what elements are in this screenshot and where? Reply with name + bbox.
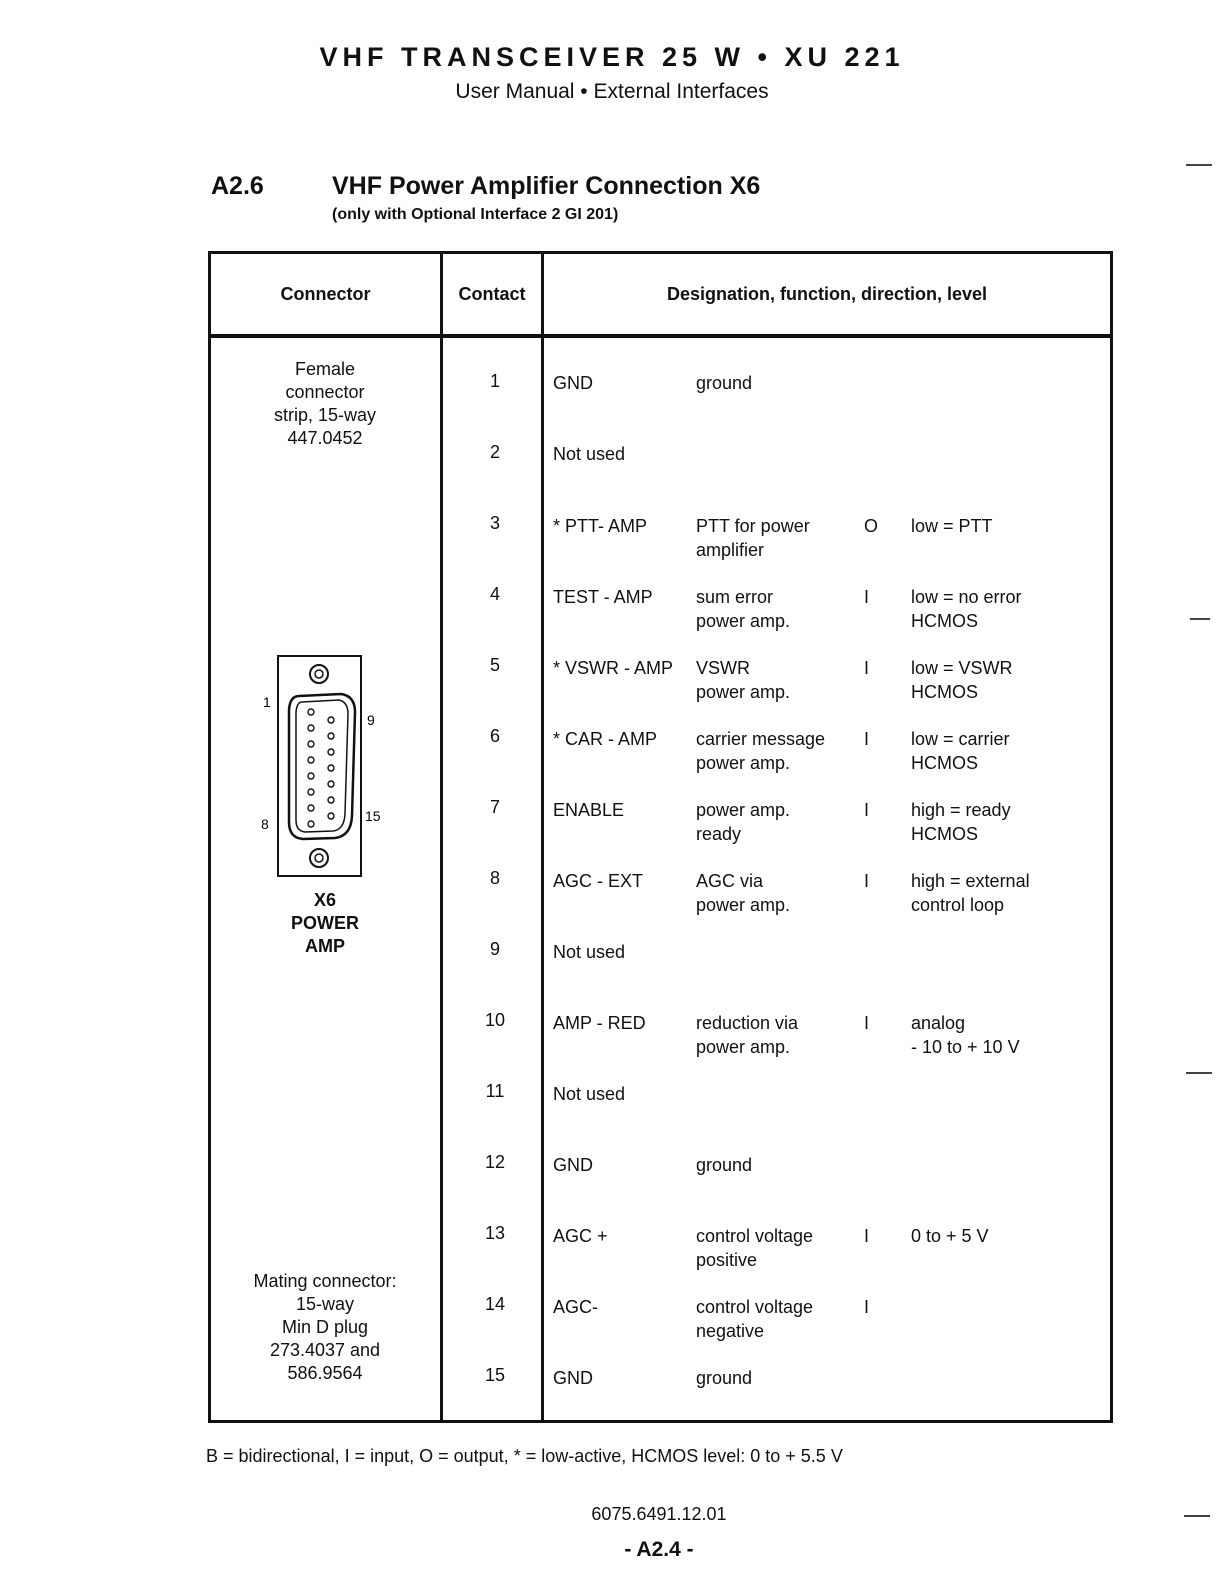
pin-icon: [308, 709, 314, 715]
scan-margin-mark: [1190, 618, 1210, 620]
function-line: ready: [696, 824, 742, 844]
pin-icon: [308, 725, 314, 731]
connector-desc-line: connector: [285, 382, 365, 402]
signal-name: GND: [553, 1368, 593, 1388]
pin-icon: [328, 813, 334, 819]
connector-label: [211, 889, 439, 958]
function-line: power amp.: [696, 1037, 791, 1057]
direction: I: [864, 1297, 870, 1317]
mating-line: Mating connector:: [253, 1271, 397, 1291]
direction: I: [864, 1226, 870, 1246]
signal-name: * VSWR - AMP: [553, 658, 674, 678]
screw-center-icon: [315, 854, 323, 862]
contact-number: 14: [484, 1294, 506, 1314]
document-number: 6075.6491.12.01: [591, 1504, 727, 1524]
contact-number: 7: [489, 797, 500, 817]
pin-icon: [308, 821, 314, 827]
header-contact: Contact: [458, 283, 526, 304]
signal-name: * PTT- AMP: [553, 516, 648, 536]
connector-label-line: POWER: [290, 913, 359, 933]
contact-number: 10: [484, 1010, 506, 1030]
function-line: VSWR: [696, 658, 750, 678]
pin-icon: [308, 789, 314, 795]
connector-label-line: X6: [313, 890, 337, 910]
level-line: high = external: [911, 871, 1030, 891]
function-line: positive: [696, 1250, 758, 1270]
scan-margin-mark: [1184, 1515, 1210, 1517]
level-line: - 10 to + 10 V: [911, 1037, 1020, 1057]
section-number: A2.6: [211, 172, 264, 200]
level-line: control loop: [911, 895, 1005, 915]
function-line: power amp.: [696, 611, 791, 631]
function-line: negative: [696, 1321, 765, 1341]
scan-margin-mark: [1186, 164, 1212, 166]
pin-icon: [328, 797, 334, 803]
pin-icon: [328, 717, 334, 723]
level-line: HCMOS: [911, 824, 978, 844]
level-line: 0 to + 5 V: [911, 1226, 989, 1246]
signal-name: GND: [553, 373, 593, 393]
contact-number: 11: [485, 1081, 505, 1101]
pin-row-2: [328, 717, 334, 819]
column-divider: [541, 254, 544, 1420]
pin-icon: [328, 733, 334, 739]
function-line: power amp.: [696, 800, 791, 820]
mating-line: 586.9564: [287, 1363, 363, 1383]
function-line: power amp.: [696, 753, 791, 773]
function-line: power amp.: [696, 682, 791, 702]
contact-number: 15: [484, 1365, 506, 1385]
function-line: PTT for power: [696, 516, 810, 536]
direction: O: [864, 516, 879, 536]
function-line: ground: [696, 1155, 753, 1175]
mating-line: Min D plug: [281, 1317, 369, 1337]
function-line: amplifier: [696, 540, 765, 560]
contact-number: 9: [489, 939, 500, 959]
function-line: power amp.: [696, 895, 791, 915]
section-title: VHF Power Amplifier Connection X6: [332, 172, 761, 200]
connector-label-line: AMP: [305, 936, 345, 956]
header-designation: Designation, function, direction, level: [666, 283, 988, 304]
signal-name: ENABLE: [553, 800, 625, 820]
pinout-table: [208, 251, 1113, 1423]
pin-label-1: 1: [263, 694, 271, 710]
document-subtitle: User Manual • External Interfaces: [455, 80, 769, 103]
section-subtitle: (only with Optional Interface 2 GI 201): [332, 206, 619, 223]
signal-name: AGC +: [553, 1226, 608, 1246]
pin-label-15: 15: [365, 808, 381, 824]
dsub-connector-diagram: [241, 652, 421, 884]
function-line: AGC via: [696, 871, 764, 891]
footnote-legend: B = bidirectional, I = input, O = output, * = low-active, HCMOS level: 0 to + 5.5 V: [206, 1446, 843, 1466]
pin-icon: [308, 757, 314, 763]
function-line: control voltage: [696, 1297, 814, 1317]
signal-name: * CAR - AMP: [553, 729, 658, 749]
level-line: HCMOS: [911, 682, 978, 702]
level-line: HCMOS: [911, 753, 978, 773]
contact-number: 5: [489, 655, 500, 675]
pin-icon: [308, 741, 314, 747]
contact-number: 4: [489, 584, 500, 604]
level-line: analog: [911, 1013, 966, 1033]
direction: I: [864, 871, 870, 891]
pin-icon: [328, 781, 334, 787]
connector-desc-line: Female: [294, 359, 356, 379]
contact-number: 2: [489, 442, 500, 462]
header-divider: [211, 334, 1110, 338]
signal-name: Not used: [553, 1084, 626, 1104]
pin-icon: [328, 749, 334, 755]
contact-number: 3: [489, 513, 500, 533]
signal-name: Not used: [553, 942, 626, 962]
level-line: low = no error: [911, 587, 1022, 607]
function-line: ground: [696, 373, 753, 393]
scan-margin-mark: [1186, 1072, 1212, 1074]
function-line: ground: [696, 1368, 753, 1388]
signal-name: AMP - RED: [553, 1013, 646, 1033]
function-line: carrier message: [696, 729, 826, 749]
pin-row-1: [308, 709, 314, 827]
document-title: VHF TRANSCEIVER 25 W • XU 221: [319, 42, 905, 72]
signal-name: AGC - EXT: [553, 871, 644, 891]
direction: I: [864, 587, 870, 607]
function-line: reduction via: [696, 1013, 799, 1033]
level-line: high = ready: [911, 800, 1011, 820]
dsub-inner-shell: [296, 700, 348, 832]
connector-description: [211, 358, 439, 450]
level-line: low = PTT: [911, 516, 993, 536]
page-number: - A2.4 -: [624, 1538, 694, 1561]
contact-number: 13: [484, 1223, 506, 1243]
pin-icon: [308, 773, 314, 779]
connector-desc-line: strip, 15-way: [273, 405, 377, 425]
pin-label-9: 9: [367, 712, 375, 728]
direction: I: [864, 729, 870, 749]
contact-number: 8: [489, 868, 500, 888]
direction: I: [864, 800, 870, 820]
level-line: low = VSWR: [911, 658, 1013, 678]
contact-number: 12: [484, 1152, 506, 1172]
signal-name: GND: [553, 1155, 593, 1175]
mounting-screw-icon: [310, 849, 328, 867]
function-line: control voltage: [696, 1226, 814, 1246]
connector-desc-line: 447.0452: [287, 428, 363, 448]
level-line: low = carrier: [911, 729, 1010, 749]
signal-name: Not used: [553, 444, 626, 464]
contact-number: 6: [489, 726, 500, 746]
screw-center-icon: [315, 670, 323, 678]
pin-label-8: 8: [261, 816, 269, 832]
column-divider: [440, 254, 443, 1420]
mounting-screw-icon: [310, 665, 328, 683]
level-line: HCMOS: [911, 611, 978, 631]
connector-outline: [278, 656, 361, 876]
header-connector: Connector: [280, 283, 371, 304]
pin-icon: [308, 805, 314, 811]
signal-name: AGC-: [553, 1297, 598, 1317]
mating-line: 15-way: [295, 1294, 355, 1314]
direction: I: [864, 1013, 870, 1033]
direction: I: [864, 658, 870, 678]
mating-line: 273.4037 and: [269, 1340, 381, 1360]
contact-number: 1: [489, 371, 500, 391]
pin-icon: [328, 765, 334, 771]
signal-name: TEST - AMP: [553, 587, 653, 607]
function-line: sum error: [696, 587, 774, 607]
mating-connector-text: [211, 1270, 439, 1385]
